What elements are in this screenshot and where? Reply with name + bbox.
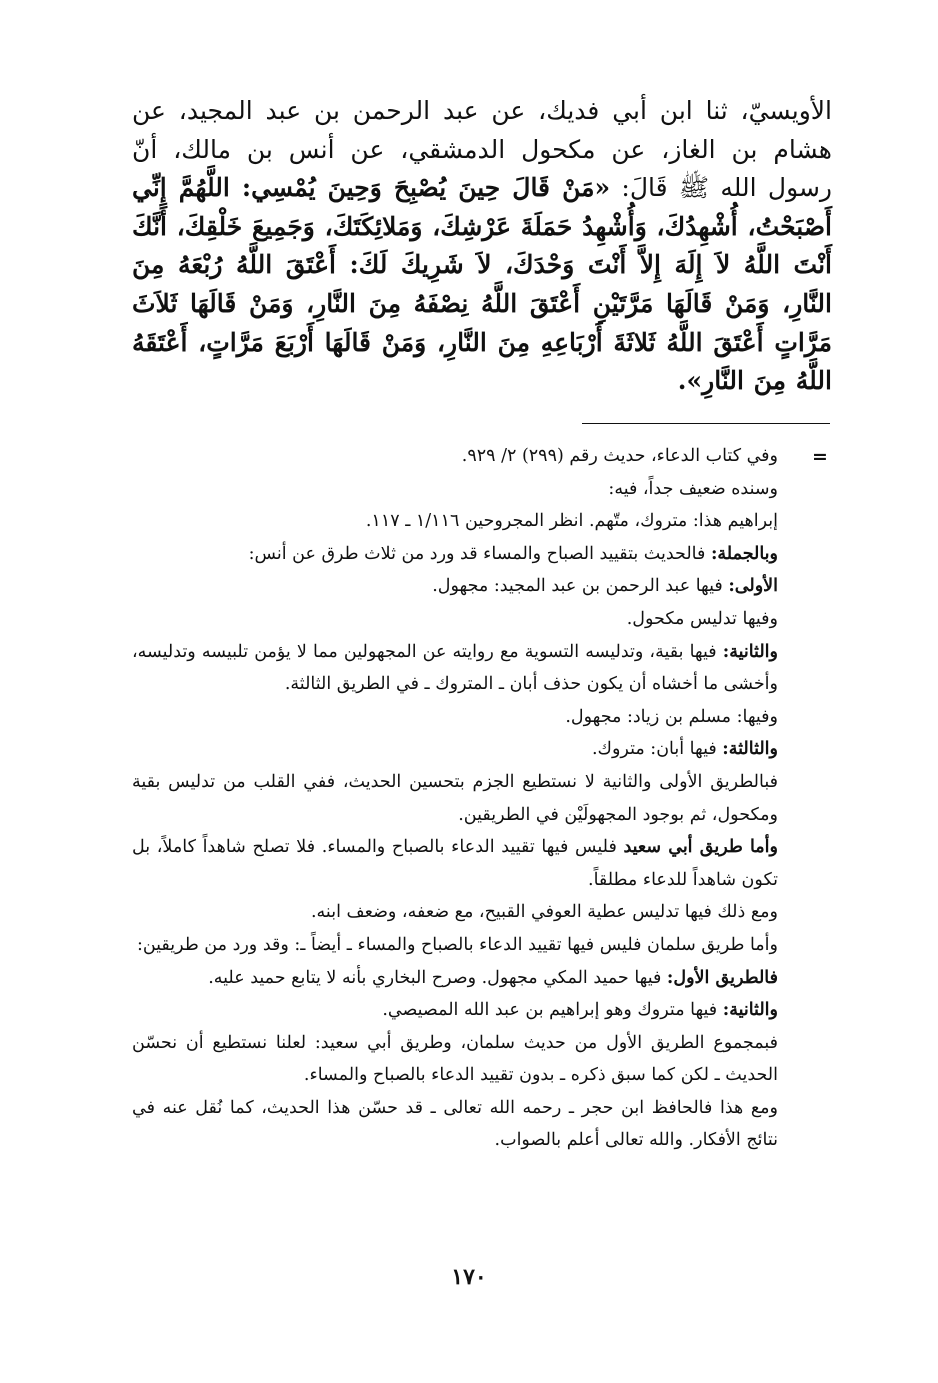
footnote-line: فبمجموع الطريق الأول من حديث سلمان، وطريق أبي سعيد: لعلنا نستطيع أن نحسّن الحديث ـ لكن كما سبق ذكره ـ بدون تقييد الدعاء بالصباح والمساء. bbox=[132, 1032, 778, 1086]
footnote-line: والثانية: فيها متروك وهو إبراهيم بن عبد الله المصيصي. bbox=[382, 1000, 778, 1021]
main-text bbox=[132, 92, 832, 401]
footnote-line: وفيها تدليس مكحول. bbox=[626, 608, 778, 629]
footnote-line: وسنده ضعيف جداً، فيه: bbox=[608, 478, 778, 499]
footnote-line: ومع ذلك فيها تدليس عطية العوفي القبيح، مع ضعفه، وضعف ابنه. bbox=[310, 902, 778, 923]
footnote-line: وفي كتاب الدعاء، حديث رقم (٢٩٩) ٢/ ٩٢٩. bbox=[461, 446, 778, 466]
footnote-continuation-mark: = bbox=[812, 446, 828, 468]
footnote-line: الأولى: فيها عبد الرحمن بن عبد المجيد: مجهول. bbox=[432, 576, 778, 597]
footnote-line: وفيها: مسلم بن زياد: مجهول. bbox=[565, 706, 778, 727]
footnote-line: إبراهيم هذا: متروك، متّهم. انظر المجروحين ١/١١٦ ـ ١١٧. bbox=[365, 511, 778, 532]
footnote-line: والثانية: فيها بقية، وتدليسه التسوية مع روايته عن المجهولين مما لا يؤمن تلبيسه وتدليسه، وأخشى ما أخشاه أن يكون حذف أبان ـ المتروك ـ في الطريق الثالثة. bbox=[132, 641, 778, 695]
main-paragraph bbox=[132, 92, 832, 401]
isnad-text: الأويسيّ، ثنا ابن أبي فديك، عن عبد الرحمن بن عبد المجيد، عن هشام بن الغاز، عن مكحول الدمشقي، عن أنس بن مالك، أنّ رسول الله ﷺ قَالَ: bbox=[132, 96, 833, 203]
footnote-line: وبالجملة: فالحديث بتقييد الصباح والمساء قد ورد من ثلاث طرق عن أنس: bbox=[248, 543, 778, 564]
footnote-separator bbox=[582, 423, 830, 424]
footnote-line: وأما طريق أبي سعيد فليس فيها تقييد الدعاء بالصباح والمساء. فلا تصلح شاهداً كاملاً، بل تكون شاهداً للدعاء مطلقاً. bbox=[132, 837, 778, 890]
footnote-line: فالطريق الأول: فيها حميد المكي مجهول. وصرح البخاري بأنه لا يتابع حميد عليه. bbox=[208, 967, 778, 988]
footnote-line: والثالثة: فيها أبان: متروك. bbox=[591, 739, 778, 760]
footnote-line: فبالطريق الأولى والثانية لا نستطيع الجزم بتحسين الحديث، ففي القلب من تدليس بقية ومكحول، ثم بوجود المجهولَيْن في الطريقين. bbox=[132, 771, 778, 825]
page-number: ١٧٠ bbox=[451, 1264, 487, 1290]
hadith-text: «مَنْ قَالَ حِينَ يُصْبِحَ وَحِينَ يُمْسِي: اللَّهُمَّ إِنِّي أَصْبَحْتُ، أُشْهِدُكَ، وَأُشْهِدُ حَمَلَةَ عَرْشِكَ، وَمَلائِكَتَكَ، وَجَمِيعَ خَلْقِكَ، أَنَّكَ أَنْتَ اللَّهُ لاَ إِلَهَ إِلاَّ أَنْتَ وَحْدَكَ، لاَ شَرِيكَ لَكَ: أَعْتَقَ اللَّهُ رُبْعَهُ مِنَ النَّارِ، وَمَنْ قَالَهَا مَرَّتَيْنِ أَعْتَقَ اللَّهُ نِصْفَهُ مِنَ النَّارِ، وَمَنْ قَالَهَا ثَلاَثَ مَرَّاتٍ أَعْتَقَ اللَّهُ ثَلاثَةَ أَرْبَاعِهِ مِنَ النَّارِ، وَمَنْ قَالَهَا أَرْبَعَ مَرَّاتٍ، أَعْتَقَهُ اللَّهُ مِنَ النَّارِ». bbox=[132, 173, 832, 396]
footnote-line: وأما طريق سلمان فليس فيها تقييد الدعاء بالصباح والمساء ـ أيضاً ـ: وقد ورد من طريقين: bbox=[136, 934, 778, 955]
footnotes bbox=[132, 440, 778, 1157]
footnote-line: ومع هذا فالحافظ ابن حجر ـ رحمه الله تعالى ـ قد حسّن هذا الحديث، كما نُقل عنه في نتائج الأفكار. والله تعالى أعلم بالصواب. bbox=[132, 1097, 778, 1151]
